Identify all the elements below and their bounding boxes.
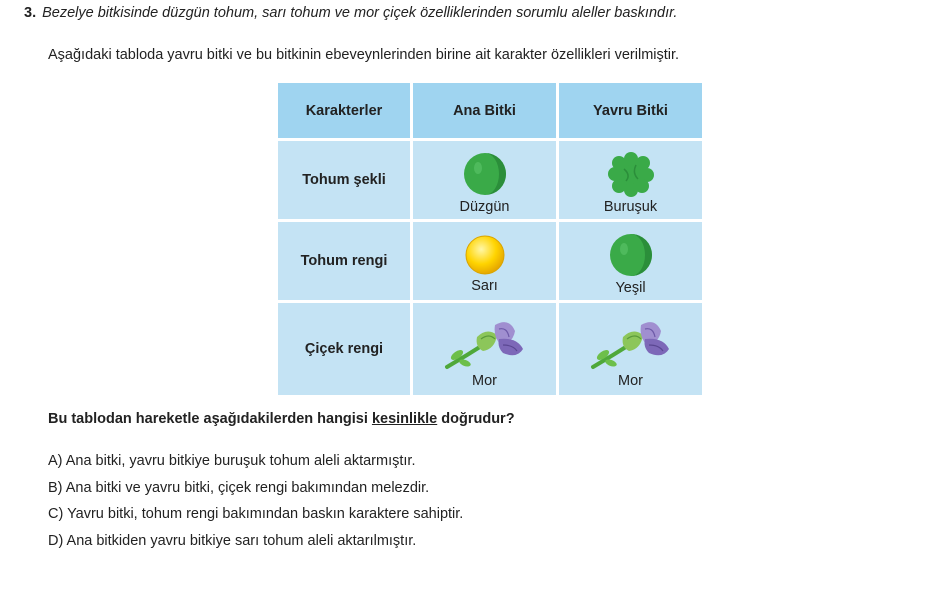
traits-table xyxy=(275,80,705,398)
trait-label: Çiçek rengi xyxy=(278,303,410,395)
table-row xyxy=(278,141,702,219)
seed-color-label: Yeşil xyxy=(615,280,646,296)
header-ana-bitki: Ana Bitki xyxy=(413,83,556,138)
purple-flower-icon xyxy=(589,315,673,371)
wrinkled-green-seed-icon xyxy=(606,151,656,197)
option-d[interactable]: D) Ana bitkiden yavru bitkiye sarı tohum aleli aktarılmıştır. xyxy=(48,532,417,549)
seed-shape-label: Düzgün xyxy=(459,199,510,215)
header-yavru-bitki: Yavru Bitki xyxy=(559,83,702,138)
stem-after: doğrudur? xyxy=(437,411,515,427)
flower-color-label: Mor xyxy=(618,373,643,389)
option-b[interactable]: B) Ana bitki ve yavru bitki, çiçek rengi bakımından melezdir. xyxy=(48,479,430,496)
yavru-seed-shape-cell xyxy=(559,141,702,219)
answer-options xyxy=(48,453,463,559)
table-row xyxy=(278,222,702,300)
premise-text: Bezelye bitkisinde düzgün tohum, sarı tohum ve mor çiçek özelliklerinden sorumlu aleller baskındır. xyxy=(42,5,678,21)
seed-color-label: Sarı xyxy=(471,278,498,294)
purple-flower-icon xyxy=(443,315,527,371)
stem-before: Bu tablodan hareketle aşağıdakilerden hangisi xyxy=(48,411,372,427)
flower-color-label: Mor xyxy=(472,373,497,389)
intro-text: Aşağıdaki tabloda yavru bitki ve bu bitkinin ebeveynlerinden birine ait karakter özellikleri verilmiştir. xyxy=(48,47,680,63)
question-premise xyxy=(24,5,677,21)
option-c[interactable]: C) Yavru bitki, tohum rengi bakımından baskın karaktere sahiptir. xyxy=(48,506,464,522)
ana-seed-shape-cell xyxy=(413,141,556,219)
option-a[interactable]: A) Ana bitki, yavru bitkiye buruşuk tohum aleli aktarmıştır. xyxy=(48,453,416,469)
header-karakterler: Karakterler xyxy=(278,83,410,138)
table-row xyxy=(278,303,702,395)
ana-flower-color-cell xyxy=(413,303,556,395)
ana-seed-color-cell xyxy=(413,222,556,300)
question-stem xyxy=(48,411,515,427)
stem-emphasis: kesinlikle xyxy=(371,411,438,427)
yavru-flower-color-cell xyxy=(559,303,702,395)
smooth-green-seed-icon xyxy=(462,151,508,197)
yellow-seed-icon xyxy=(464,234,506,276)
green-seed-icon xyxy=(608,232,654,278)
table-header-row xyxy=(278,83,702,138)
question-number: 3. xyxy=(24,5,37,21)
trait-label: Tohum şekli xyxy=(278,141,410,219)
yavru-seed-color-cell xyxy=(559,222,702,300)
trait-label: Tohum rengi xyxy=(278,222,410,300)
seed-shape-label: Buruşuk xyxy=(603,199,658,215)
